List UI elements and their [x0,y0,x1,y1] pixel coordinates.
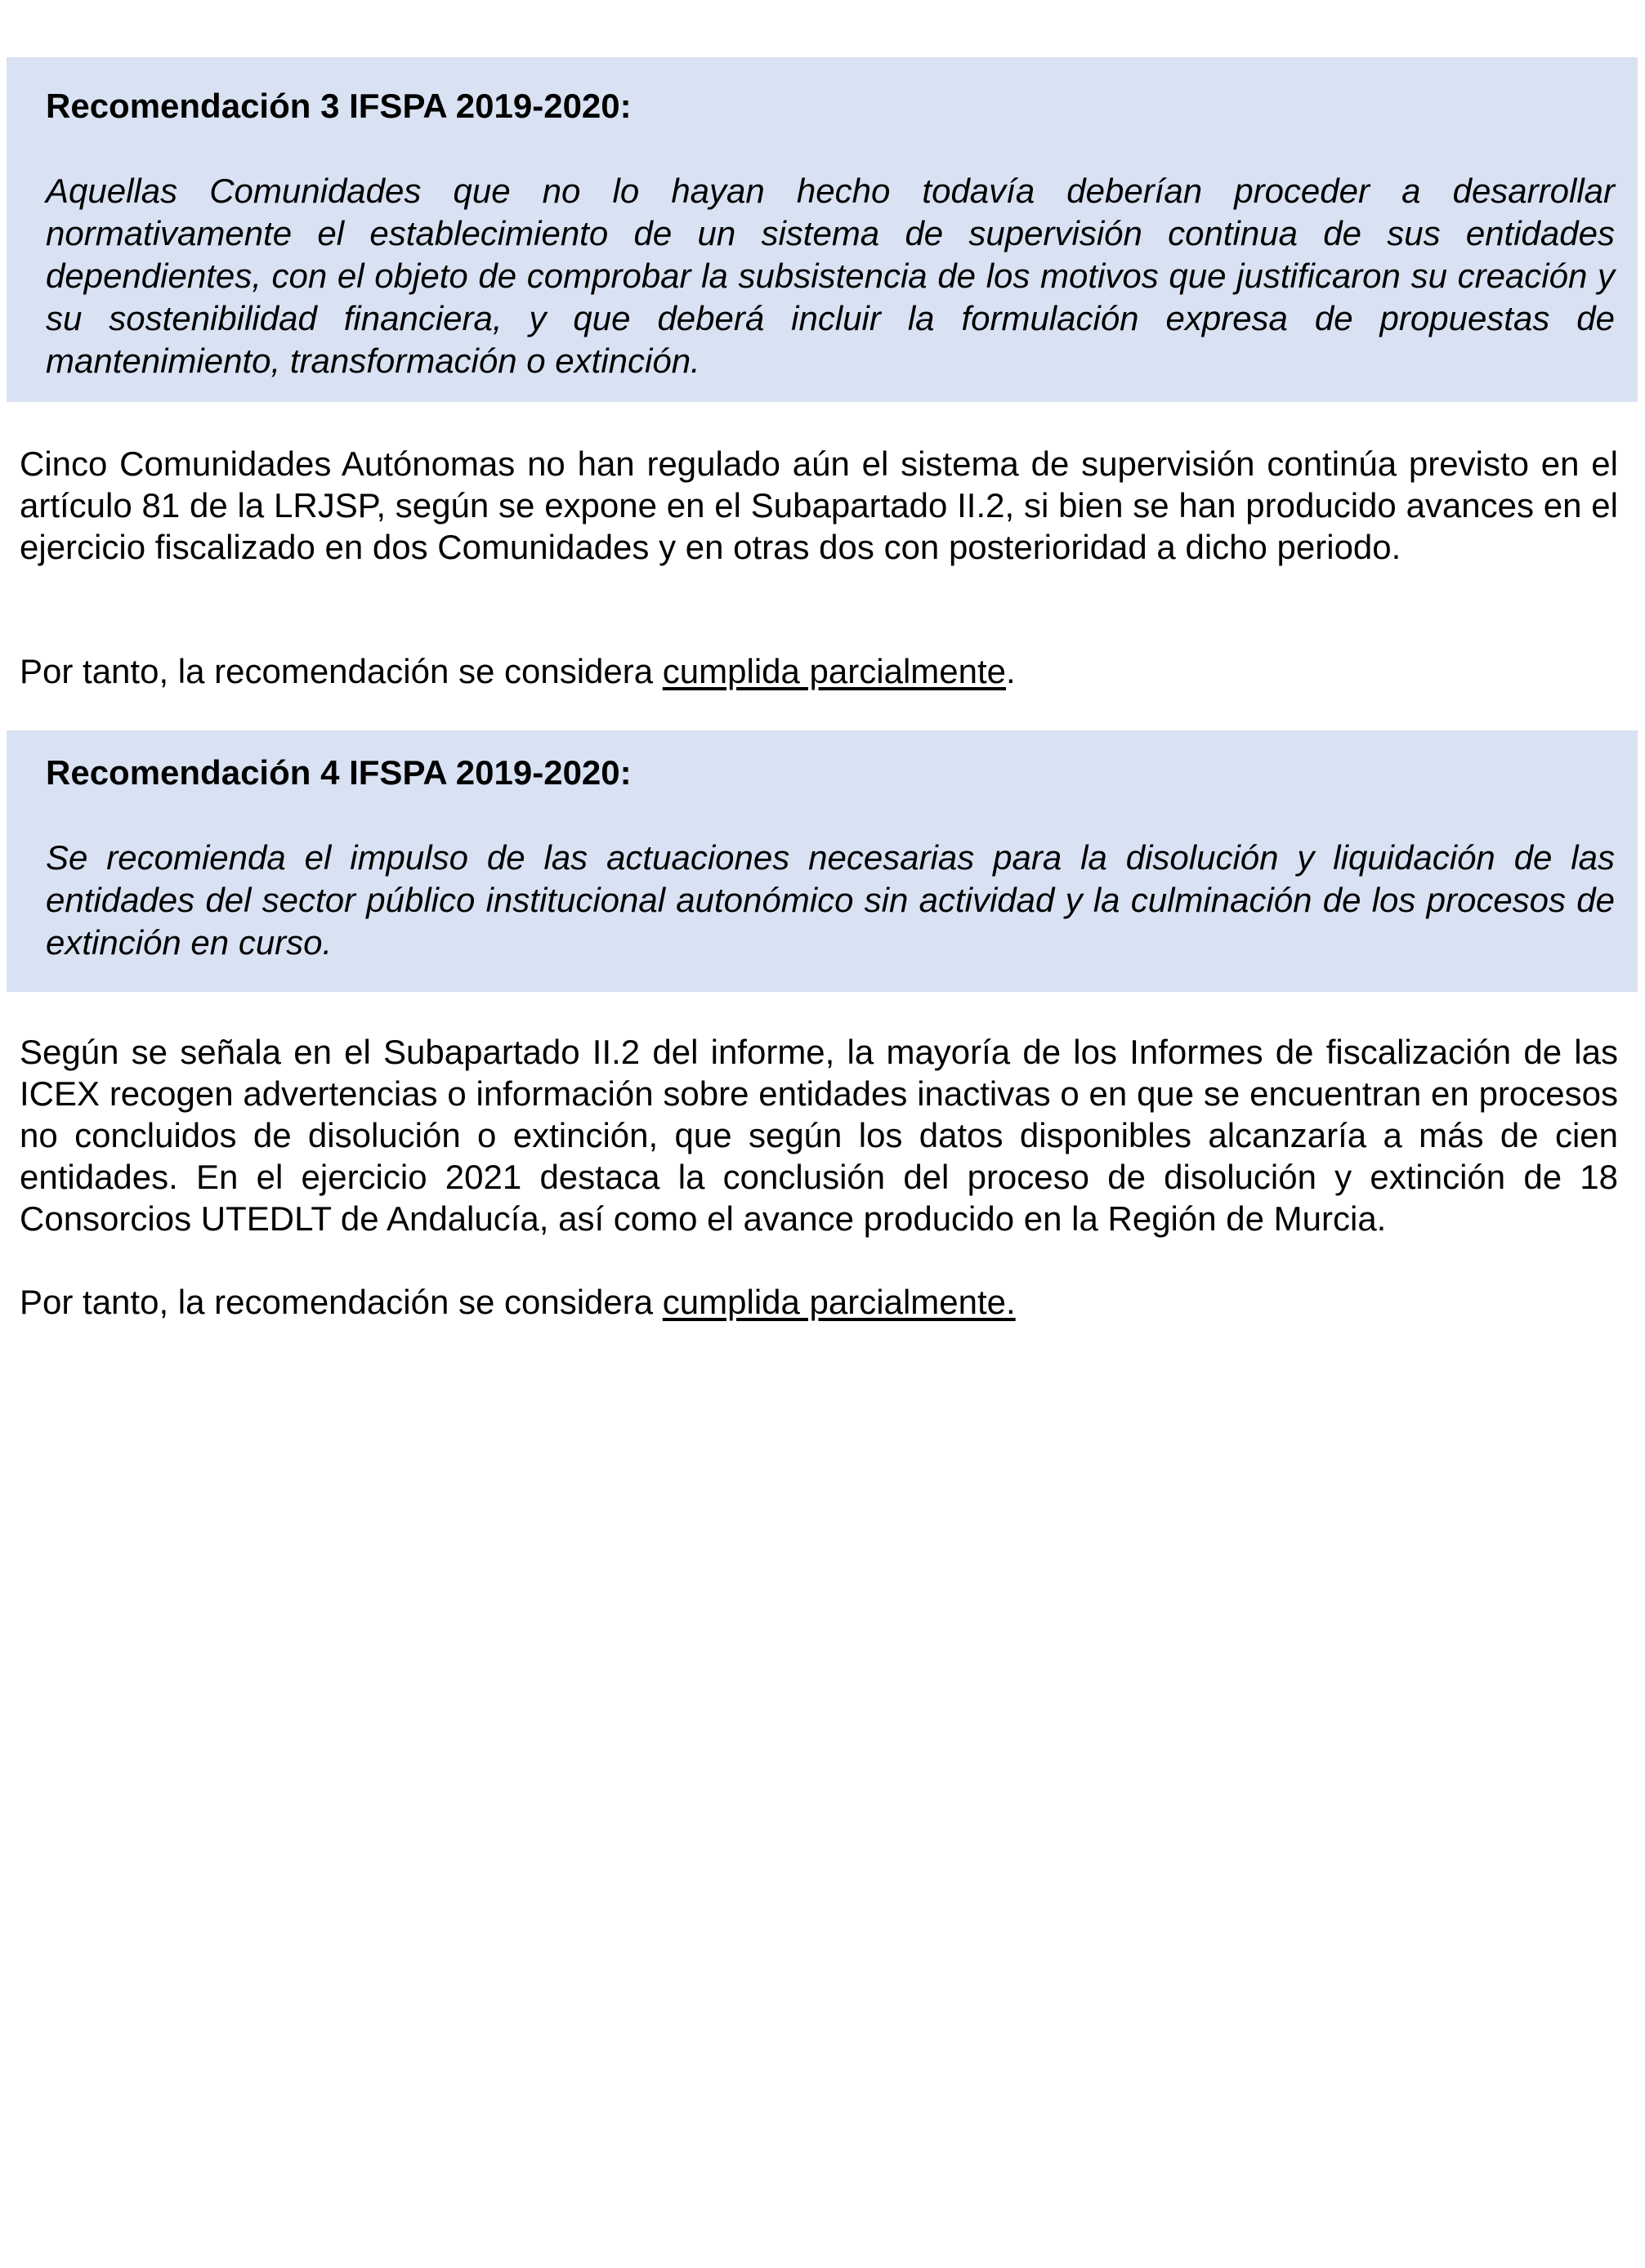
recommendation-3-title: Recomendación 3 IFSPA 2019-2020: [46,87,632,125]
conclusion-rec3 [20,650,1618,692]
recommendation-3-box [7,57,1638,402]
conclusion-rec4 [20,1281,1618,1323]
conclusion-rec3-status: cumplida parcialmente [662,652,1007,690]
conclusion-rec4-status: cumplida parcialmente. [662,1283,1016,1321]
recommendation-4-text: Se recomienda el impulso de las actuaciones necesarias para la disolución y liquidación de las entidades del sector público institucional autonómico sin actividad y la culminación de los procesos de extinción en curso. [46,838,1615,962]
conclusion-rec3-suffix: . [1006,652,1016,690]
paragraph-rec4-analysis: Según se señala en el Subapartado II.2 del informe, la mayoría de los Informes de fiscalización de las ICEX recogen advertencias o información sobre entidades inactivas o en que se encuentran en procesos no concluidos de disolución o extinción, que según los datos disponibles alcanzaría a más de cien entidades. En el ejercicio 2021 destaca la conclusión del proceso de disolución y extinción de 18 Consorcios UTEDLT de Andalucía, así como el avance producido en la Región de Murcia. [20,1033,1618,1238]
recommendation-3-text: Aquellas Comunidades que no lo hayan hecho todavía deberían proceder a desarrollar normativamente el establecimiento de un sistema de supervisión continua de sus entidades dependientes, con el objeto de comprobar la subsistencia de los motivos que justificaron su creación y su sostenibilidad financiera, y que deberá incluir la formulación expresa de propuestas de mantenimiento, transformación o extinción. [46,172,1615,380]
recommendation-4-box [7,730,1638,992]
recommendation-4-title: Recomendación 4 IFSPA 2019-2020: [46,753,632,792]
conclusion-rec3-prefix: Por tanto, la recomendación se considera [20,652,663,690]
conclusion-rec4-prefix: Por tanto, la recomendación se considera [20,1283,663,1321]
paragraph-rec3-analysis: Cinco Comunidades Autónomas no han regulado aún el sistema de supervisión continúa previsto en el artículo 81 de la LRJSP, según se expone en el Subapartado II.2, si bien se han producido avances en el ejercicio fiscalizado en dos Comunidades y en otras dos con posterioridad a dicho periodo. [20,444,1618,566]
